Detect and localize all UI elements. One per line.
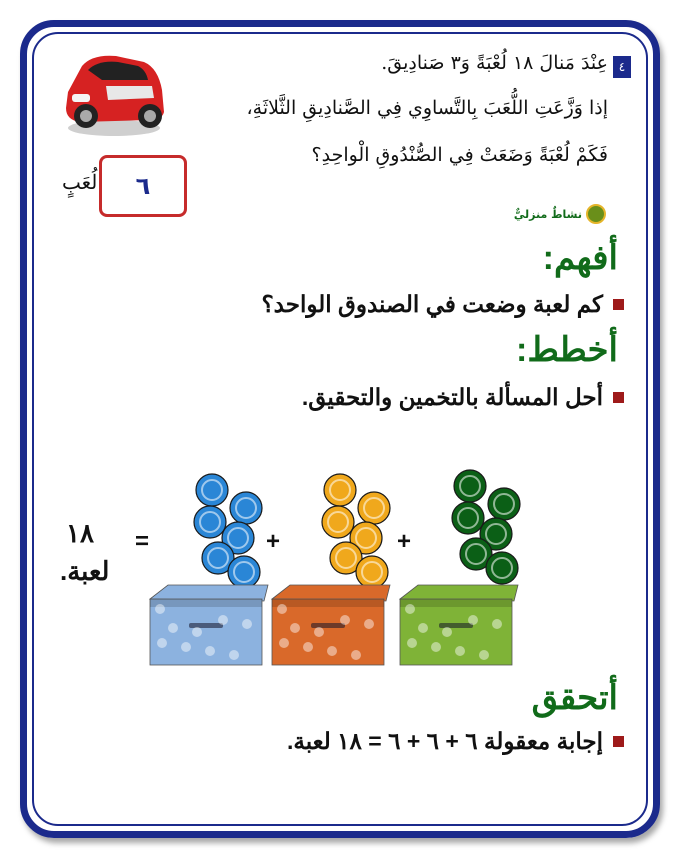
box-flower-pattern <box>205 646 215 656</box>
answer-unit: لُعَبٍ <box>62 170 98 194</box>
box-flower-pattern <box>155 604 165 614</box>
box-flower-pattern <box>314 627 324 637</box>
box-flower-pattern <box>407 638 417 648</box>
box-flower-pattern <box>492 619 502 629</box>
home-activity-text: نشاطٌ منزليٌّ <box>513 207 582 221</box>
box-flower-pattern <box>351 650 361 660</box>
problem-line-2: إذا وَزَّعَتِ اللُّعَبَ بِالتَّساوِي فِي الصَّنادِيقِ الثَّلاثَةِ، <box>246 97 608 119</box>
box-flower-pattern <box>340 615 350 625</box>
box-flower-pattern <box>405 604 415 614</box>
box-flower-pattern <box>277 604 287 614</box>
total-unit: لعبة. <box>60 556 110 586</box>
heading-understand: أفهم: <box>542 239 618 277</box>
box-flower-pattern <box>442 627 452 637</box>
plus-sign-1: + <box>397 528 412 555</box>
box-lid <box>400 585 518 601</box>
bullet-icon <box>613 736 624 747</box>
box-handle <box>189 623 223 628</box>
box-lid-edge <box>400 599 512 607</box>
box-flower-pattern <box>181 642 191 652</box>
box-lid-edge <box>150 599 262 607</box>
box-lid <box>272 585 390 601</box>
box-front <box>150 599 262 665</box>
box-flower-pattern <box>229 650 239 660</box>
box-flower-pattern <box>218 615 228 625</box>
box-flower-pattern <box>303 642 313 652</box>
equals-sign: = <box>135 528 150 555</box>
storage-box-green <box>400 585 518 665</box>
box-flower-pattern <box>242 619 252 629</box>
box-handle <box>311 623 345 628</box>
question-number: ٤ <box>613 56 631 78</box>
heading-plan: أخطط: <box>516 331 618 369</box>
box-flower-pattern <box>468 615 478 625</box>
box-flower-pattern <box>327 646 337 656</box>
box-flower-pattern <box>479 650 489 660</box>
box-flower-pattern <box>455 646 465 656</box>
check-item <box>287 728 624 755</box>
box-lid <box>150 585 268 601</box>
box-flower-pattern <box>279 638 289 648</box>
problem-line-3: فَكَمْ لُعْبَةً وَضَعَتْ فِي الصُّنْدُوقِ الْواحِدِ؟ <box>311 144 608 166</box>
box-flower-pattern <box>364 619 374 629</box>
storage-box-orange <box>272 585 390 665</box>
box-flower-pattern <box>418 623 428 633</box>
plus-sign-2: + <box>266 528 281 555</box>
check-item-text: إجابة معقولة ٦ + ٦ + ٦ = ١٨ لعبة. <box>286 728 603 754</box>
box-flower-pattern <box>290 623 300 633</box>
box-flower-pattern <box>192 627 202 637</box>
box-flower-pattern <box>157 638 167 648</box>
box-front <box>272 599 384 665</box>
box-flower-pattern <box>168 623 178 633</box>
understand-item-text: كم لعبة وضعت في الصندوق الواحد؟ <box>261 291 603 317</box>
storage-box-blue <box>150 585 268 665</box>
plan-item-text: أحل المسألة بالتخمين والتحقيق. <box>301 384 603 410</box>
heading-check: أتحقق <box>531 679 618 717</box>
total-number: ١٨ <box>66 518 94 548</box>
answer-box: ٦ <box>99 155 187 217</box>
problem-line-1: عِنْدَ مَنالَ ١٨ لُعْبَةً وَ٣ صَنادِيقَ. <box>381 52 608 74</box>
box-handle <box>439 623 473 628</box>
box-flower-pattern <box>431 642 441 652</box>
box-lid-edge <box>272 599 384 607</box>
box-front <box>400 599 512 665</box>
